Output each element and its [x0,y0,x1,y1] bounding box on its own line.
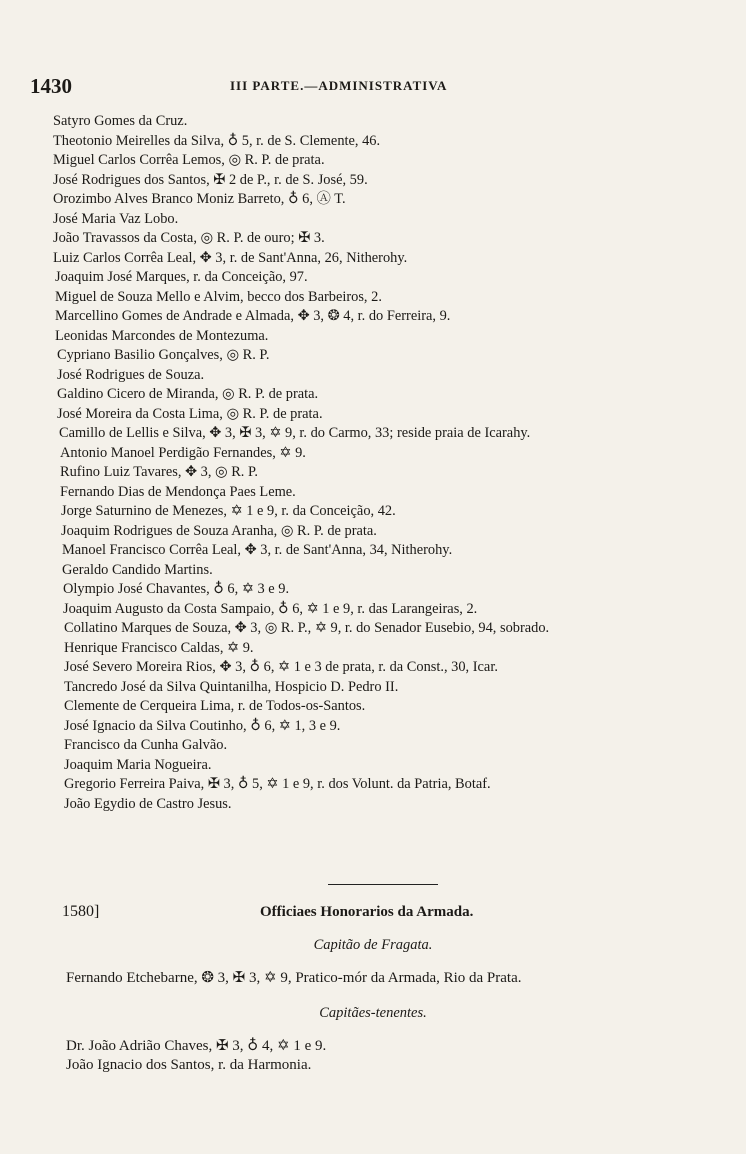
list-item: José Maria Vaz Lobo. [53,210,179,227]
list-item: Francisco da Cunha Galvão. [64,737,228,753]
list-item: José Moreira da Costa Lima, ◎ R. P. de prata. [57,405,323,422]
list-item: João Travassos da Costa, ◎ R. P. de ouro; ✠ 3. [53,230,325,246]
list-item: Orozimbo Alves Branco Moniz Barreto, ♁ 6, Ⓐ T. [53,191,346,207]
list-item: Tancredo José da Silva Quintanilha, Hospicio D. Pedro II. [64,678,399,695]
list-item: João Ignacio dos Santos, r. da Harmonia. [66,1057,312,1073]
subsection-heading: Capitão de Fragata. [313,937,433,953]
page-header [30,70,720,98]
name-list [0,112,746,814]
list-item: Leonidas Marcondes de Montezuma. [55,327,269,344]
list-item: Clemente de Cerqueira Lima, r. de Todos-os-Santos. [64,698,366,714]
list-item: Joaquim José Marques, r. da Conceição, 97. [55,269,308,285]
list-item: Camillo de Lellis e Silva, ✥ 3, ✠ 3, ✡ 9, r. do Carmo, 33; reside praia de Icarahy. [59,425,531,441]
list-item: José Rodrigues dos Santos, ✠ 2 de P., r. de S. José, 59. [53,171,368,188]
list-item: João Egydio de Castro Jesus. [64,795,232,812]
list-item: Galdino Cicero de Miranda, ◎ R. P. de prata. [57,386,319,402]
subsection-heading: Capitães-tenentes. [319,1005,427,1021]
list-item: Cypriano Basilio Gonçalves, ◎ R. P. [57,347,270,363]
list-item: Joaquim Rodrigues de Souza Aranha, ◎ R. P. de prata. [61,522,377,539]
list-item: Manoel Francisco Corrêa Leal, ✥ 3, r. de Sant'Anna, 34, Nitherohy. [62,542,453,558]
list-item: José Ignacio da Silva Coutinho, ♁ 6, ✡ 1, 3 e 9. [64,717,341,734]
list-item: Theotonio Meirelles da Silva, ♁ 5, r. de S. Clemente, 46. [53,132,381,149]
list-item: Satyro Gomes da Cruz. [53,113,188,129]
list-item: Miguel de Souza Mello e Alvim, becco dos Barbeiros, 2. [55,288,382,305]
list-item: Luiz Carlos Corrêa Leal, ✥ 3, r. de Sant'Anna, 26, Nitherohy. [53,249,408,266]
section-title: Officiaes Honorarios da Armada. [260,904,474,920]
list-item: Henrique Francisco Caldas, ✡ 9. [64,639,254,656]
list-item: Rufino Luiz Tavares, ✥ 3, ◎ R. P. [60,464,259,480]
list-item: Jorge Saturnino de Menezes, ✡ 1 e 9, r. da Conceição, 42. [61,503,396,519]
list-item: Collatino Marques de Souza, ✥ 3, ◎ R. P., ✡ 9, r. do Senador Eusebio, 94, sobrado. [64,620,550,636]
list-item: Antonio Manoel Perdigão Fernandes, ✡ 9. [60,444,306,461]
list-item: Miguel Carlos Corrêa Lemos, ◎ R. P. de prata. [53,152,325,168]
list-item: José Severo Moreira Rios, ✥ 3, ♁ 6, ✡ 1 e 3 de prata, r. da Const., 30, Icar. [64,659,498,675]
list-item: Geraldo Candido Martins. [62,561,213,578]
list-item: Fernando Dias de Mendonça Paes Leme. [60,483,296,500]
section-number: 1580] [62,903,100,920]
list-item: Olympio José Chavantes, ♁ 6, ✡ 3 e 9. [63,581,290,597]
list-item: Joaquim Maria Nogueira. [64,756,212,773]
page-number: 1430 [30,74,72,98]
running-title: III PARTE.—ADMINISTRATIVA [230,78,448,93]
list-item: Gregorio Ferreira Paiva, ✠ 3, ♁ 5, ✡ 1 e 9, r. dos Volunt. da Patria, Botaf. [64,776,491,792]
section-divider [328,884,438,885]
list-item: Joaquim Augusto da Costa Sampaio, ♁ 6, ✡ 1 e 9, r. das Larangeiras, 2. [63,600,478,617]
list-item: Marcellino Gomes de Andrade e Almada, ✥ 3, ❂ 4, r. do Ferreira, 9. [55,308,451,324]
list-item: Fernando Etchebarne, ❂ 3, ✠ 3, ✡ 9, Pratico-mór da Armada, Rio da Prata. [66,970,522,986]
list-item: José Rodrigues de Souza. [57,366,205,383]
list-item: Dr. João Adrião Chaves, ✠ 3, ♁ 4, ✡ 1 e 9. [66,1038,327,1054]
